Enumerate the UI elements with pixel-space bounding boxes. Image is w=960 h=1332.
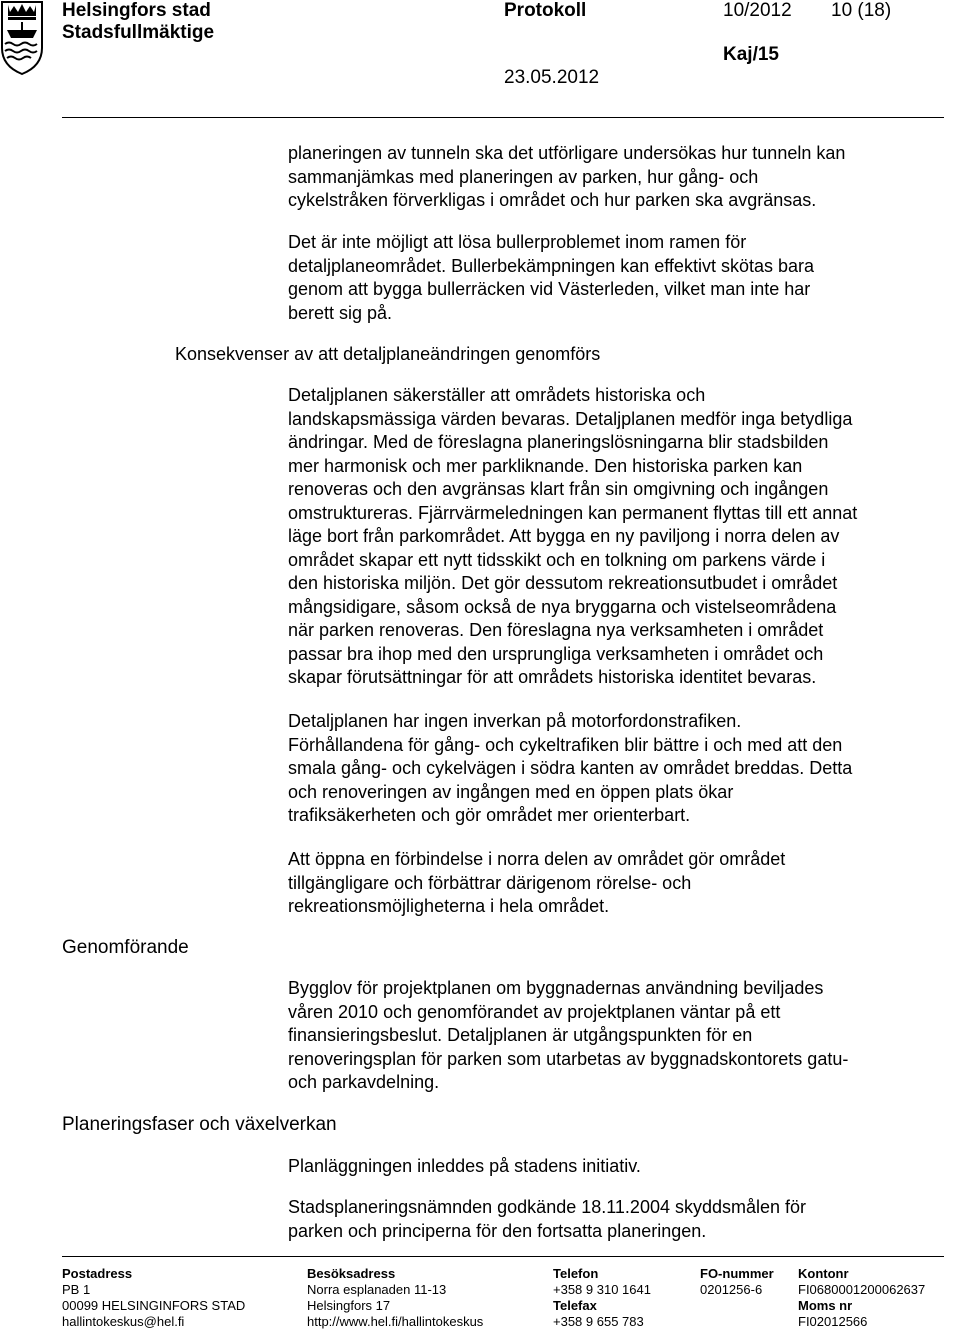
footer-fo — [700, 1266, 774, 1298]
text-line: Stadsplaneringsnämnden godkände 18.11.2004 skyddsmålen för — [288, 1197, 807, 1217]
text-line: parken och principerna för den fortsatta planeringen. — [288, 1220, 707, 1241]
header-rule — [62, 117, 944, 118]
text-line: renoveras och den avgränsas klart från sin omgivning och ingången — [288, 479, 829, 499]
footer-account-value: FI0680001200062637 — [798, 1282, 926, 1297]
footer-website-link[interactable]: http://www.hel.fi/hallintokeskus — [307, 1314, 484, 1329]
text-line: landskapsmässiga värden bevaras. Detaljplanen medför inga betydliga — [288, 408, 853, 429]
footer-phone — [553, 1266, 651, 1330]
text-line: området skapar ett nytt tidsskikt och en tolkning om parkens värde i — [288, 549, 826, 570]
text-line: Planläggningen inleddes på stadens initiativ. — [288, 1156, 641, 1176]
city-crest-logo — [0, 0, 44, 76]
footer-vat-value: FI02012566 — [798, 1314, 868, 1329]
header-org: Helsingfors stad — [62, 0, 211, 21]
footer-visit-city: Helsingfors 17 — [307, 1298, 391, 1313]
heading-consequences: Konsekvenser av att detaljplaneändringen genomförs — [175, 344, 601, 364]
text-line: Bygglov för projektplanen om byggnadernas användning beviljades — [288, 978, 824, 998]
header-date: 23.05.2012 — [504, 67, 600, 88]
text-line: Detaljplanen säkerställer att områdets historiska och — [288, 385, 706, 405]
footer-email-link[interactable]: hallintokeskus@hel.fi — [62, 1314, 185, 1329]
text-line: och renoveringen av ingången med en öppen plats ökar — [288, 781, 734, 802]
footer-rule — [62, 1256, 944, 1257]
footer-visit-label: Besöksadress — [307, 1266, 396, 1281]
text-line: planeringen av tunneln ska det utförligare undersökas hur tunneln kan — [288, 143, 846, 163]
text-line: när parken renoveras. Den föreslagna nya verksamheten i området — [288, 620, 824, 640]
header-doc-type: Protokoll — [504, 0, 587, 21]
text-line: omstruktureras. Fjärrvärmeledningen kan permanent flyttas till ett annat — [288, 502, 858, 523]
heading-implementation: Genomförande — [62, 937, 189, 958]
text-line: renoveringsplan för parken som utarbetas av byggnadskontorets gatu- — [288, 1048, 849, 1069]
text-line: finansieringsbeslut. Detaljplanen är utgångspunkten för en — [288, 1025, 753, 1045]
paragraph-traffic — [288, 710, 960, 828]
header-section: Kaj/15 — [723, 44, 779, 65]
footer-postal-city: 00099 HELSINGINFORS STAD — [62, 1298, 246, 1313]
header-number: 10/2012 — [723, 0, 792, 21]
footer-account-label: Kontonr — [798, 1266, 849, 1281]
text-line: detaljplaneområdet. Bullerbekämpningen kan effektivt skötas bara — [288, 255, 814, 276]
text-line: sammanjämkas med planeringen av parken, hur gång- och — [288, 166, 759, 187]
text-line: den historiska miljön. Det gör dessutom rekreationsutbudet i området — [288, 573, 838, 593]
text-line: rekreationsmöjligheterna i hela området. — [288, 896, 610, 916]
text-line: trafiksäkerheten och gör området mer orienterbart. — [288, 805, 691, 825]
text-line: skapar förutsättningar för att områdets historiska identitet bevaras. — [288, 667, 817, 687]
text-line: genom att bygga bullerräcken vid Västerleden, vilket man inte har — [288, 279, 811, 299]
text-line: läge bort från parkområdet. Att bygga en ny paviljong i norra delen av — [288, 526, 840, 546]
text-line: Det är inte möjligt att lösa bullerproblemet inom ramen för — [288, 232, 747, 252]
text-line: Förhållandena för gång- och cykeltrafiken blir bättre i och med att den — [288, 734, 843, 755]
paragraph-approval — [288, 1196, 960, 1243]
text-line: cykelstråken förverkligas i området och hur parken ska avgränsas. — [288, 190, 817, 210]
footer-visit-street: Norra esplanaden 11-13 — [307, 1282, 447, 1297]
footer-postal — [62, 1266, 245, 1330]
footer-fax-value: +358 9 655 783 — [553, 1314, 644, 1329]
footer-postal-label: Postadress — [62, 1266, 133, 1281]
footer-phone-value: +358 9 310 1641 — [553, 1282, 651, 1297]
heading-planning-phases: Planeringsfaser och växelverkan — [62, 1114, 337, 1135]
text-line: tillgängligare och förbättrar därigenom rörelse- och — [288, 872, 692, 893]
text-line: Att öppna en förbindelse i norra delen av området gör området — [288, 849, 786, 869]
text-line: och parkavdelning. — [288, 1072, 440, 1092]
paragraph-consequences — [288, 384, 960, 690]
text-line: passar bra ihop med den ursprungliga verksamheten i området och — [288, 643, 824, 664]
text-line: våren 2010 och genomförandet av projektplanen väntar på ett — [288, 1001, 781, 1022]
footer-visit — [307, 1266, 483, 1330]
text-line: mångsidigare, såsom också de nya bryggarna och vistelseområdena — [288, 596, 837, 617]
footer-postal-box: PB 1 — [62, 1282, 91, 1297]
footer-fo-value: 0201256-6 — [700, 1282, 763, 1297]
footer-vat-label: Moms nr — [798, 1298, 853, 1313]
paragraph-connection — [288, 848, 960, 919]
text-line: smala gång- och cykelvägen i södra kanten av området breddas. Detta — [288, 758, 853, 778]
text-line: Detaljplanen har ingen inverkan på motorfordonstrafiken. — [288, 711, 742, 731]
paragraph-initiative — [288, 1155, 960, 1179]
paragraph-tunnel — [288, 142, 960, 213]
text-line: mer harmonisk och mer parkliknande. Den historiska parken kan — [288, 455, 803, 476]
header-page: 10 (18) — [831, 0, 892, 21]
paragraph-noise — [288, 231, 960, 325]
text-line: ändringar. Med de föreslagna planeringslösningarna blir stadsbilden — [288, 432, 829, 452]
footer-phone-label: Telefon — [553, 1266, 599, 1281]
header-body: Stadsfullmäktige — [62, 22, 215, 43]
paragraph-building-permit — [288, 977, 960, 1095]
footer-account — [798, 1266, 925, 1330]
text-line: berett sig på. — [288, 302, 393, 323]
footer-fo-label: FO-nummer — [700, 1266, 774, 1281]
footer-fax-label: Telefax — [553, 1298, 597, 1313]
